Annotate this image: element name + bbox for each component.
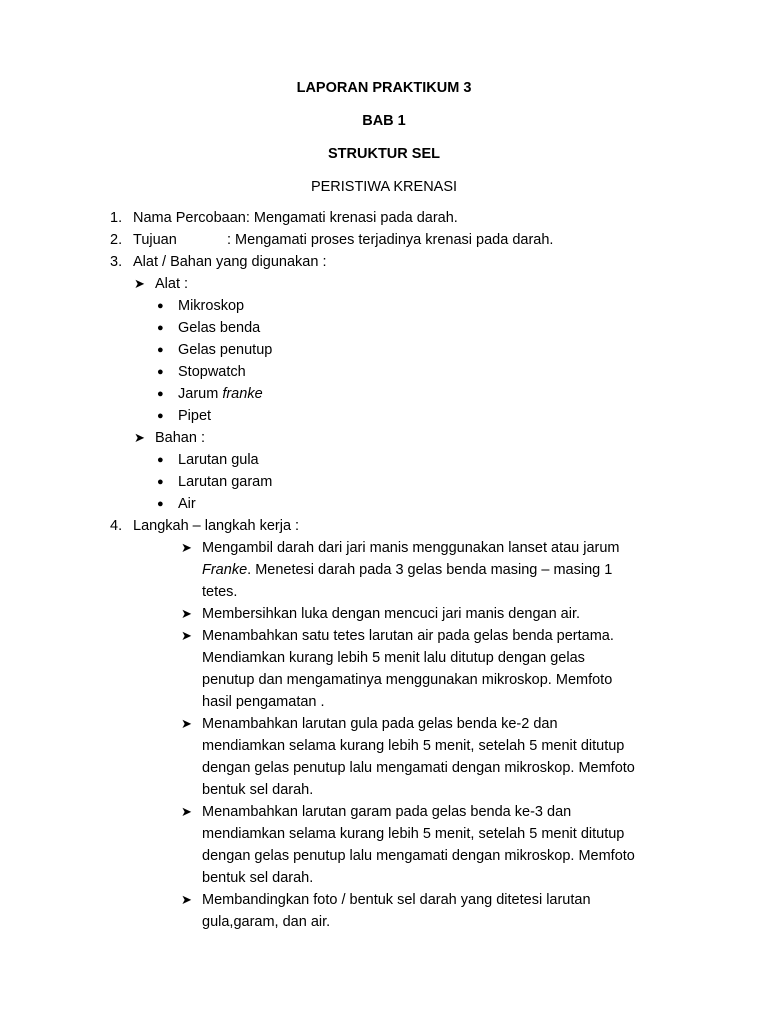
step-line: mendiamkan selama kurang lebih 5 menit, setelah 5 menit ditutup [202,826,625,842]
list-text: Langkah – langkah kerja : [133,518,300,534]
topic-title: STRUKTUR SEL [328,146,440,162]
alat-item [178,383,263,405]
step-line: hasil pengamatan . [202,694,325,710]
alat-item-text: Jarum [178,386,223,402]
step-line: bentuk sel darah. [202,782,314,798]
bahan-item: Air [178,496,196,512]
alat-item: Gelas benda [178,320,261,336]
arrowhead-bullet-icon: ➤ [181,716,192,731]
list-text: Nama Percobaan: Mengamati krenasi pada darah. [133,210,458,226]
bahan-item: Larutan gula [178,452,259,468]
dot-bullet-icon: ● [157,322,164,334]
list-number: 1. [110,210,123,226]
dot-bullet-icon: ● [157,476,164,488]
step-line: mendiamkan selama kurang lebih 5 menit, setelah 5 menit ditutup [202,738,625,754]
step-line: Menambahkan larutan garam pada gelas benda ke-3 dan [202,804,572,820]
arrowhead-bullet-icon: ➤ [181,804,192,819]
step-line: Mendiamkan kurang lebih 5 menit lalu ditutup dengan gelas [202,650,585,666]
report-title: LAPORAN PRAKTIKUM 3 [296,80,472,96]
list-number: 4. [110,518,123,534]
step-line: Menambahkan satu tetes larutan air pada gelas benda pertama. [202,628,614,644]
dot-bullet-icon: ● [157,388,164,400]
dot-bullet-icon: ● [157,410,164,422]
alat-item-italic: franke [222,386,263,402]
step-line: dengan gelas penutup lalu mengamati dengan mikroskop. Memfoto [202,848,635,864]
bahan-label: Bahan : [155,430,205,446]
alat-item: Mikroskop [178,298,245,314]
step-line: gula,garam, dan air. [202,914,331,930]
step-italic: Franke [202,562,248,578]
alat-item: Pipet [178,408,212,424]
arrowhead-bullet-icon: ➤ [181,892,192,907]
alat-label: Alat : [155,276,189,292]
arrowhead-bullet-icon: ➤ [181,628,192,643]
arrowhead-bullet-icon: ➤ [181,540,192,555]
arrowhead-bullet-icon: ➤ [181,606,192,621]
step-line: penutup dan mengamatinya menggunakan mikroskop. Memfoto [202,672,613,688]
list-label: Tujuan [133,232,177,248]
step-line: Menambahkan larutan gula pada gelas benda ke-2 dan [202,716,558,732]
dot-bullet-icon: ● [157,498,164,510]
subtopic-title: PERISTIWA KRENASI [310,179,458,195]
step-line: Membersihkan luka dengan mencuci jari manis dengan air. [202,606,581,622]
chapter-title: BAB 1 [362,113,406,129]
step-line: tetes. [202,584,238,600]
dot-bullet-icon: ● [157,344,164,356]
dot-bullet-icon: ● [157,366,164,378]
step-text: . Menetesi darah pada 3 gelas benda masing – masing 1 [247,562,613,578]
alat-item: Gelas penutup [178,342,273,358]
step-line: Mengambil darah dari jari manis menggunakan lanset atau jarum [202,540,620,556]
bahan-item: Larutan garam [178,474,273,490]
step-line: dengan gelas penutup lalu mengamati dengan mikroskop. Memfoto [202,760,635,776]
alat-item: Stopwatch [178,364,246,380]
list-text: Alat / Bahan yang digunakan : [133,254,327,270]
arrowhead-bullet-icon: ➤ [134,430,145,445]
step-line [202,559,612,581]
step-line: bentuk sel darah. [202,870,314,886]
arrowhead-bullet-icon: ➤ [134,276,145,291]
dot-bullet-icon: ● [157,454,164,466]
list-text: : Mengamati proses terjadinya krenasi pada darah. [227,232,554,248]
list-number: 3. [110,254,123,270]
dot-bullet-icon: ● [157,300,164,312]
step-line: Membandingkan foto / bentuk sel darah yang ditetesi larutan [202,892,591,908]
list-number: 2. [110,232,123,248]
